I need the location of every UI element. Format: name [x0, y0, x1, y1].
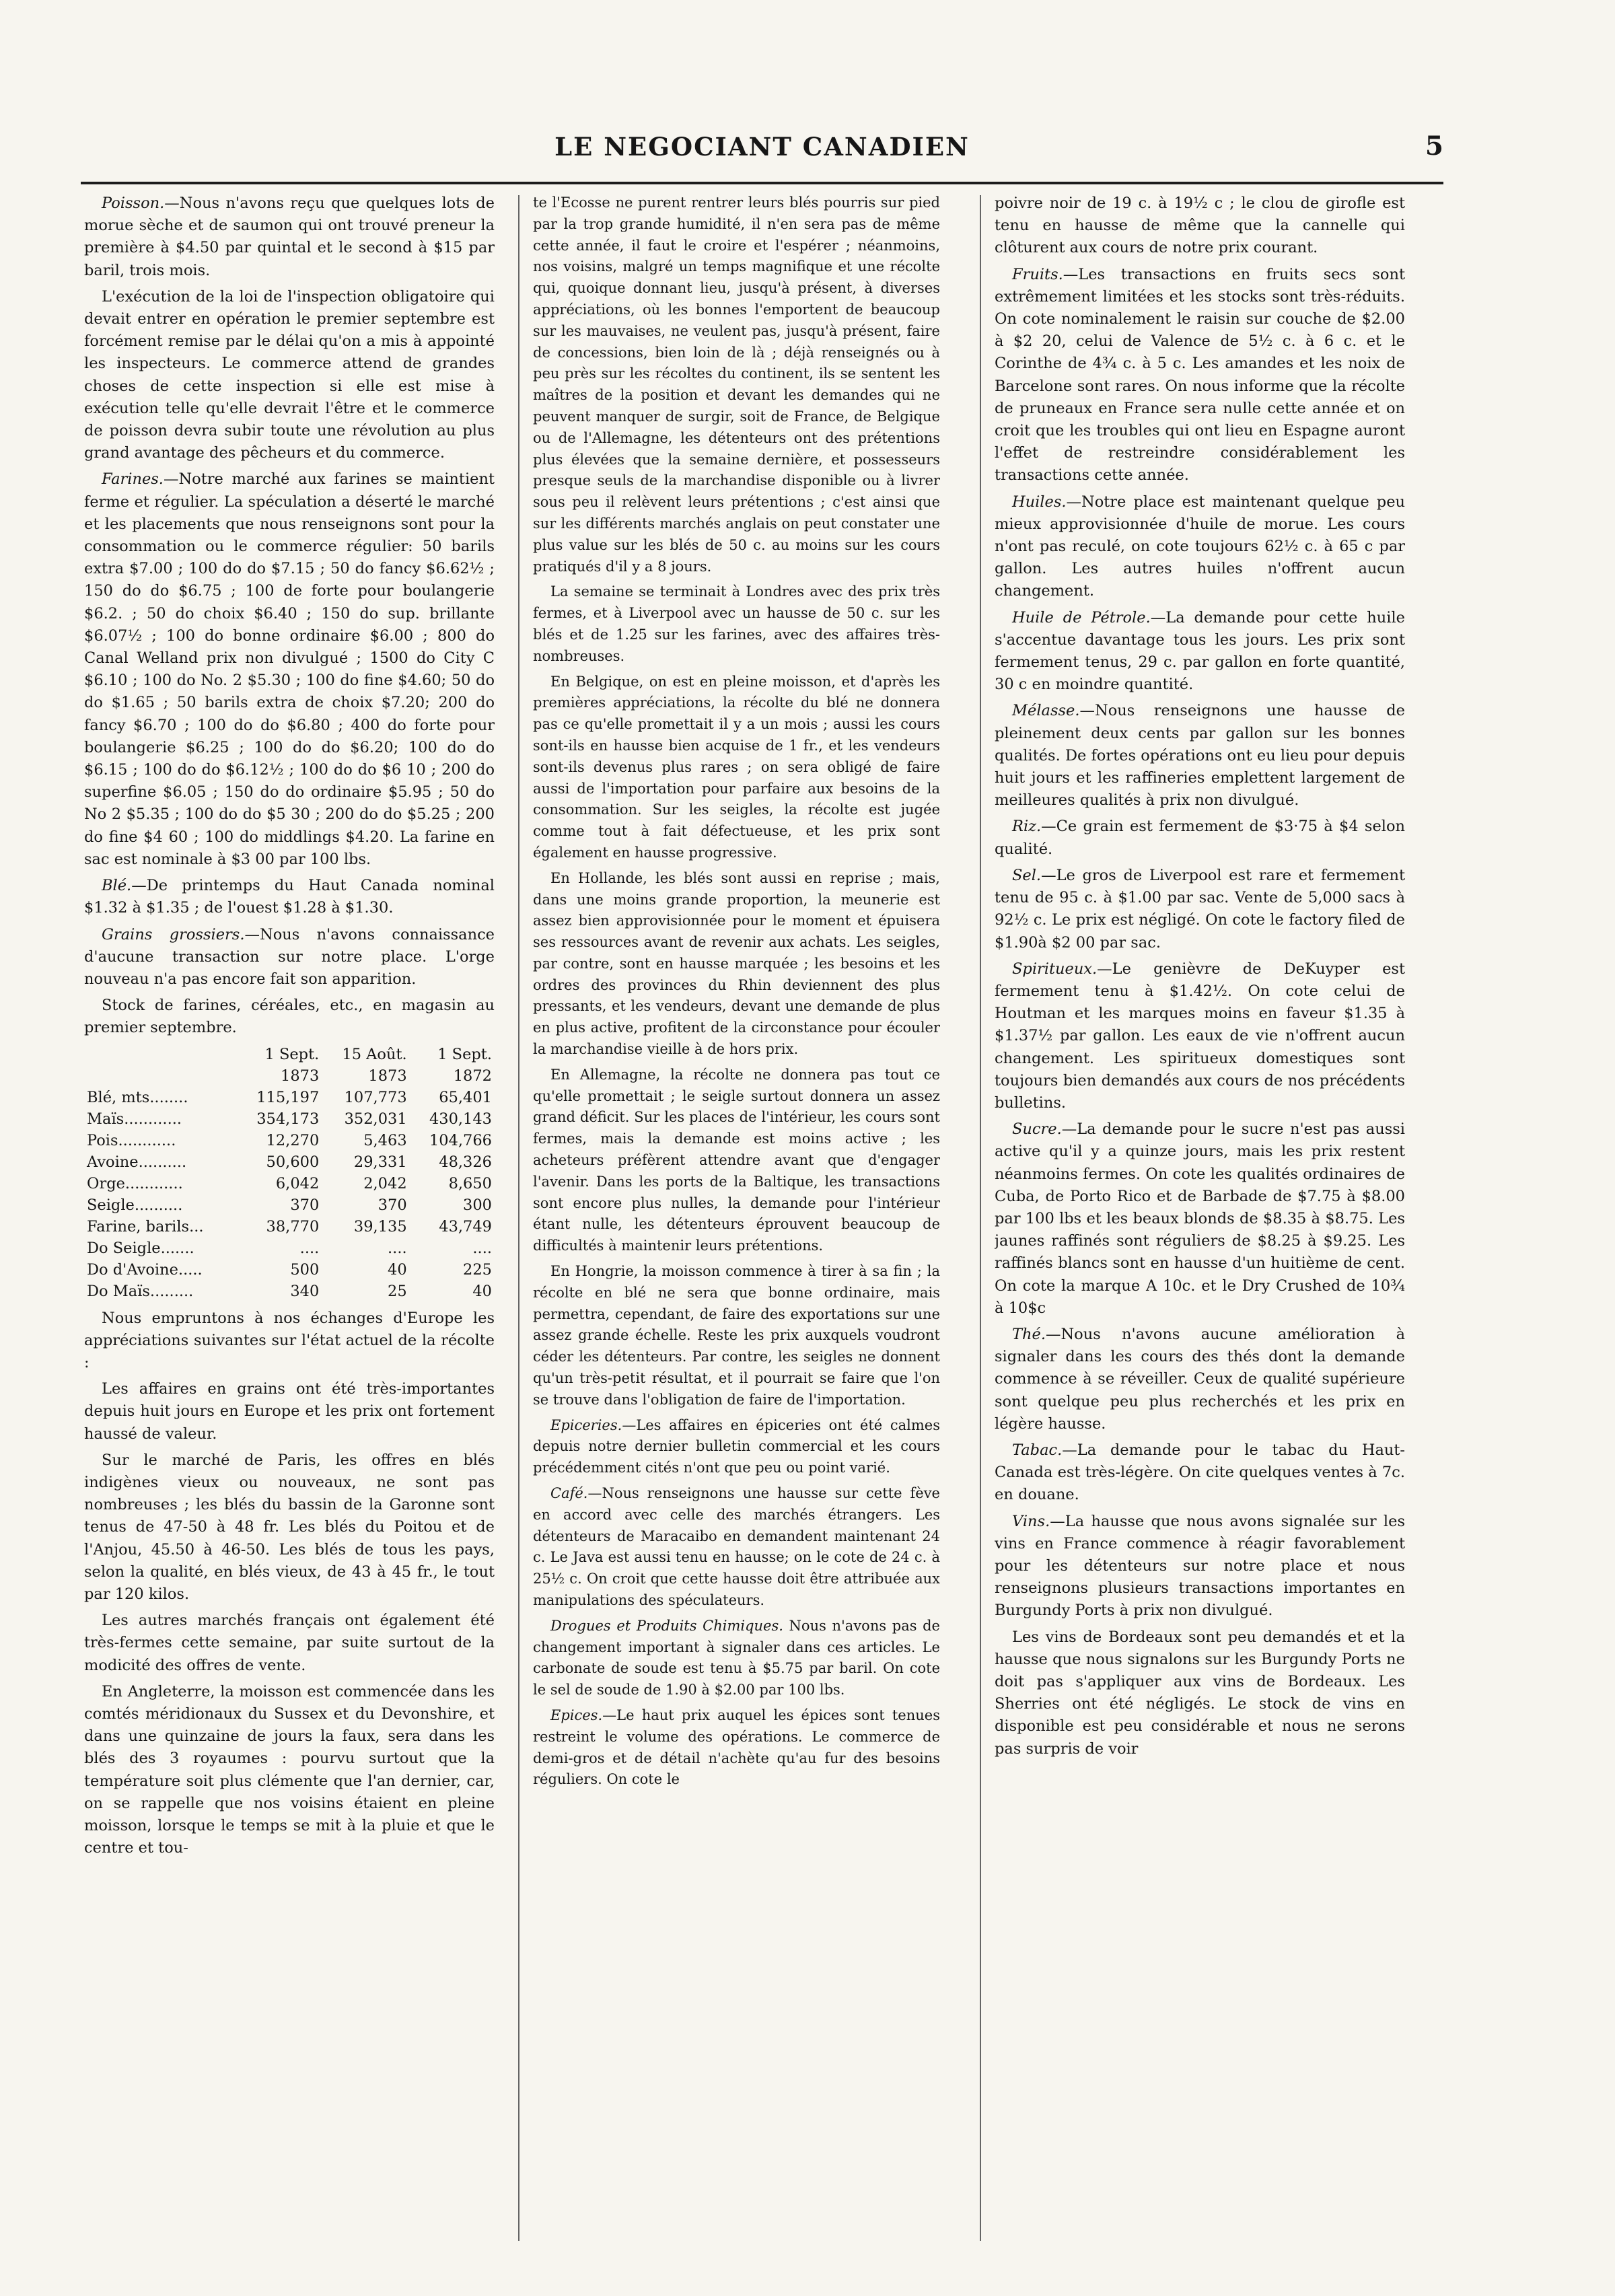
table-header-cell: 1 Sept.	[437, 1045, 492, 1063]
table-cell: 370	[378, 1196, 407, 1214]
section-body: —La demande pour le sucre n'est pas aussi active qu'il y a quinze jours, mais les prix restent néanmoins fermes. On cote les qualités ordinaires de Cuba, de Porto Rico et de Barbade de $7.75 à $8.00 par 100 lbs et les beaux blonds de $8.35 à $8.75. Les jaunes raffinés sont réguliers de $8.25 à $9.25. Les raffinés blancs sont en hausse d'un huitième de cent. On cote la marque A 10c. et le Dry Crushed de 10¾ à 10$c	[995, 1120, 1405, 1317]
column-divider	[518, 195, 519, 2241]
table-cell: ....	[299, 1239, 320, 1257]
table-cell: 115,197	[256, 1088, 320, 1106]
table-cell: 354,173	[256, 1110, 320, 1128]
section-body: —Nous n'avons aucune amélioration à signaler dans les cours des thés dont la demande commence à se réveiller. Ceux de qualité supérieure sont quelque peu plus recherchés et les prix en légère hausse.	[995, 1325, 1405, 1433]
section-body: —De printemps du Haut Canada nominal $1.32 à $1.35 ; de l'ouest $1.28 à $1.30.	[84, 877, 495, 917]
table-cell: 352,031	[344, 1110, 407, 1128]
paragraph: En Hollande, les blés sont aussi en reprise ; mais, dans une moins grande proportion, la meunerie est assez bien approvisionnée pour le moment et épuisera ses ressources avant de revenir aux achats. Les seigles, par contre, sont en hausse marquée ; les besoins et les ordres des provinces du Rhin deviennent des plus pressants, et les vendeurs, devant une demande de plus en plus active, profitent de la circonstance pour écouler la marchandise vieille à de hors prix.	[533, 869, 940, 1058]
paragraph: poivre noir de 19 c. à 19½ c ; le clou de girofle est tenu en hausse de même que la cannelle qui clôturent aux cours de notre prix courant.	[995, 194, 1405, 257]
table-row-label: Farine, barils...	[87, 1217, 204, 1235]
table-cell: 430,143	[429, 1110, 492, 1128]
page-header	[81, 127, 1443, 174]
table-cell: 40	[472, 1282, 492, 1300]
column-left	[84, 192, 495, 2252]
table-row	[84, 1130, 495, 1151]
article-fruits	[995, 264, 1405, 487]
table-row-label: Pois............	[87, 1131, 176, 1149]
paragraph: Les affaires en grains ont été très-importantes depuis huit jours en Europe et les prix ont fortement haussé de valeur.	[84, 1380, 495, 1443]
table-cell: 8,650	[448, 1174, 492, 1192]
section-lead: Poisson.	[102, 194, 165, 212]
article-spiritueux	[995, 958, 1405, 1114]
section-lead: Mélasse.	[1012, 702, 1080, 720]
table-cell: 39,135	[353, 1217, 407, 1235]
section-body: —Nous n'avons connaissance d'aucune transaction sur notre place. L'orge nouveau n'a pas encore fait son apparition.	[84, 925, 495, 988]
table-row	[84, 1108, 495, 1130]
table-cell: 50,600	[266, 1153, 320, 1171]
table-row-label: Do d'Avoine.....	[87, 1260, 203, 1279]
table-row-label: Do Seigle.......	[87, 1239, 194, 1257]
table-row	[84, 1281, 495, 1302]
stock-table	[84, 1044, 495, 1302]
article-epiceries	[533, 1415, 940, 1479]
table-row-label: Do Maïs.........	[87, 1282, 194, 1300]
article-poisson	[84, 192, 495, 282]
section-body: —La demande pour cette huile s'accentue davantage tous les jours. Les prix sont fermement tenus, 29 c. par gallon en forte quantité, 30 c en moindre quantité.	[995, 608, 1405, 694]
table-cell: 340	[290, 1282, 320, 1300]
section-lead: Drogues et Produits Chimiques.	[550, 1617, 783, 1634]
table-header-row	[84, 1044, 495, 1065]
header-rule	[81, 182, 1443, 184]
section-lead: Vins.	[1012, 1512, 1050, 1530]
article-tabac	[995, 1439, 1405, 1507]
column-middle	[533, 192, 940, 2252]
table-row-label: Avoine..........	[87, 1153, 187, 1171]
table-header-cell	[84, 1065, 237, 1087]
section-lead: Huile de Pétrole.	[1012, 608, 1151, 626]
section-lead: Huiles.	[1012, 493, 1067, 511]
table-cell: 65,401	[439, 1088, 492, 1106]
table-cell: 12,270	[266, 1131, 320, 1149]
paragraph: En Belgique, on est en pleine moisson, et d'après les premières appréciations, la récolte du blé ne donnera pas ce qu'elle promettait il y a un mois ; aussi les cours sont-ils en hausse bien acquise de 1 fr., et les vendeurs sont-ils devenus plus rares ; on sera obligé de faire aussi de l'importation pour parfaire aux besoins de la consommation. Sur les seigles, la récolte est jugée comme tout à fait défectueuse, et les prix sont également en hausse progressive.	[533, 673, 940, 861]
article-riz	[995, 816, 1405, 860]
table-row-label: Seigle..........	[87, 1196, 183, 1214]
paragraph: La semaine se terminait à Londres avec des prix très fermes, et à Liverpool avec un hausse de 50 c. sur les blés et de 1.25 sur les farines, avec des affaires très-nombreuses.	[533, 583, 940, 664]
table-header-cell: 1873	[368, 1067, 407, 1085]
paragraph: Stock de farines, céréales, etc., en magasin au premier septembre.	[84, 997, 495, 1037]
section-body: —Les transactions en fruits secs sont extrêmement limitées et les stocks sont très-réduits. On cote nominalement le raisin sur couche de $2.00 à $2 20, celui de Valence de 5½ c. à 6 c. et le Corinthe de 4¾ c. à 5 c. Les amandes et les noix de Barcelone sont rares. On nous informe que la récolte de pruneaux en France sera nulle cette année et on croit que les troubles qui ont lieu en Espagne auront l'effet de restreindre considérablement les transactions cette année.	[995, 265, 1405, 485]
table-cell: 300	[463, 1196, 492, 1214]
table-cell: 48,326	[439, 1153, 492, 1171]
section-body: —Nous renseignons une hausse sur cette fève en accord avec celle des marchés étrangers. Les détenteurs de Maracaibo en demandent maintenant 24 c. Le Java est aussi tenu en hausse; on le cote de 24 c. à 25½ c. On croit que cette hausse doit être attribuée aux manipulations des spéculateurs.	[533, 1485, 940, 1608]
section-lead: Grains grossiers.	[102, 925, 245, 943]
table-row	[84, 1259, 495, 1281]
section-lead: Sucre.	[1012, 1120, 1062, 1139]
table-row	[84, 1087, 495, 1108]
table-row-label: Orge............	[87, 1174, 183, 1192]
table-cell: 225	[463, 1260, 492, 1279]
section-lead: Spiritueux.	[1012, 960, 1098, 978]
table-cell: 29,331	[353, 1153, 407, 1171]
column-right	[995, 192, 1405, 2252]
table-cell: 25	[388, 1282, 407, 1300]
section-lead: Sel.	[1012, 866, 1042, 884]
table-row	[84, 1194, 495, 1216]
table-cell: 5,463	[363, 1131, 407, 1149]
section-body: —La hausse que nous avons signalée sur les vins en France commence à réagir favorablement pour les détenteurs sur notre place et nous renseignons plusieurs transactions importantes en Burgundy Ports à prix non divulgué.	[995, 1512, 1405, 1620]
section-body: Nous n'avons pas de changement important à signaler dans ces articles. Le carbonate de soude est tenu à $5.75 par baril. On cote le sel de soude de 1.90 à $2.00 par 100 lbs.	[533, 1617, 940, 1698]
table-cell: 107,773	[344, 1088, 407, 1106]
paragraph: Nous empruntons à nos échanges d'Europe les appréciations suivantes sur l'état actuel de la récolte :	[84, 1309, 495, 1371]
table-cell: 38,770	[266, 1217, 320, 1235]
section-lead: Fruits.	[1012, 265, 1063, 283]
table-cell: 370	[290, 1196, 320, 1214]
table-header-row	[84, 1065, 495, 1087]
section-lead: Farines.	[102, 470, 164, 489]
section-lead: Blé.	[102, 877, 132, 895]
section-body: —Nous n'avons reçu que quelques lots de morue sèche et de saumon qui ont trouvé preneur la première à $4.50 par quintal et le second à $15 par baril, trois mois.	[84, 194, 495, 279]
section-lead: Café.	[550, 1485, 588, 1502]
table-cell: 43,749	[439, 1217, 492, 1235]
table-cell: 104,766	[429, 1131, 492, 1149]
paragraph: En Hongrie, la moisson commence à tirer à sa fin ; la récolte en blé ne sera que bonne ordinaire, mais permettra, cependant, de faire des exportations sur une assez grande échelle. Reste les prix auxquels voudront céder les détenteurs. Par contre, les seigles ne donnent qu'un très-petit résultat, et il pourrait se faire que l'on se trouve dans l'obligation de faire de l'importation.	[533, 1263, 940, 1408]
section-body: —Notre place est maintenant quelque peu mieux approvisionnée d'huile de morue. Les cours n'ont pas reculé, on cote toujours 62½ c. à 65 c par gallon. Les autres huiles n'offrent aucun changement.	[995, 493, 1405, 600]
section-lead: Tabac.	[1012, 1441, 1063, 1459]
article-cafe	[533, 1483, 940, 1612]
table-cell: 6,042	[275, 1174, 320, 1192]
table-row	[84, 1151, 495, 1173]
table-cell: 500	[290, 1260, 320, 1279]
table-header-cell	[84, 1044, 237, 1065]
article-farines	[84, 468, 495, 871]
article-drogues	[533, 1616, 940, 1701]
section-body: —Les affaires en épiceries ont été calmes depuis notre dernier bulletin commercial et les cours précédemment cités n'ont que peu ou point varié.	[533, 1416, 940, 1476]
table-row-label: Blé, mts........	[87, 1088, 188, 1106]
table-header-cell: 1873	[281, 1067, 320, 1085]
page-number: 5	[1425, 131, 1443, 162]
table-header-cell: 1872	[453, 1067, 492, 1085]
running-title: LE NEGOCIANT CANADIEN	[554, 132, 970, 162]
paragraph: Sur le marché de Paris, les offres en blés indigènes vieux ou nouveaux, ne sont pas nombreuses ; les blés du bassin de la Garonne sont tenus de 47-50 à 48 fr. Les blés du Poitou et de l'Anjou, 45.50 à 46-50. Les blés de tous les pays, selon la qualité, en blés vieux, de 43 à 45 fr., le tout par 120 kilos.	[84, 1451, 495, 1603]
paragraph: L'exécution de la loi de l'inspection obligatoire qui devait entrer en opération le premier septembre est forcément remise par le délai qu'on a mis à appointé les inspecteurs. Le commerce attend de grandes choses de cette inspection si elle est mise à exécution telle qu'elle devrait l'être et le commerce de poisson devra subir toute une révolution au plus grand avantage des pêcheurs et du commerce.	[84, 287, 495, 462]
section-body: —Le genièvre de DeKuyper est fermement tenu à $1.42½. On cote celui de Houtman et les marques moins en faveur $1.35 à $1.37½ par gallon. Les eaux de vie n'offrent aucun changement. Les spiritueux domestiques sont toujours bien demandés aux cours de nos précédents bulletins.	[995, 960, 1405, 1112]
table-header-cell: 15 Août.	[342, 1045, 407, 1063]
table-cell: ....	[472, 1239, 492, 1257]
article-the	[995, 1324, 1405, 1435]
section-lead: Thé.	[1012, 1325, 1046, 1343]
section-body: —Nous renseignons une hausse de pleinement deux cents par gallon sur les bonnes qualités. De fortes opérations ont eu lieu pour depuis huit jours et les raffineries emplettent largement de meilleures qualités à prix non divulgué.	[995, 702, 1405, 810]
table-cell: ....	[388, 1239, 407, 1257]
paragraph: Les autres marchés français ont également été très-fermes cette semaine, par suite surtout de la modicité des offres de vente.	[84, 1612, 495, 1674]
section-lead: Epices.	[550, 1707, 603, 1723]
section-lead: Riz.	[1012, 818, 1042, 836]
article-huiles	[995, 491, 1405, 603]
section-lead: Epiceries.	[550, 1416, 622, 1433]
article-grains-grossiers	[84, 924, 495, 991]
paragraph: En Angleterre, la moisson est commencée dans les comtés méridionaux du Sussex et du Devonshire, et dans une quinzaine de jours la faux, sera dans les blés des 3 royaumes : pourvu surtout que la température soit plus clémente que l'an dernier, car, on se rappelle que nos voisins étaient en pleine moisson, lorsque le temps se mit à la pluie et que le centre et tou-	[84, 1682, 495, 1857]
column-divider	[980, 195, 981, 2241]
table-row	[84, 1216, 495, 1237]
article-vins	[995, 1511, 1405, 1622]
table-row	[84, 1173, 495, 1194]
section-body: —La demande pour le tabac du Haut-Canada est très-légère. On cite quelques ventes à 7c. en douane.	[995, 1441, 1405, 1504]
section-body: —Le haut prix auquel les épices sont tenues restreint le volume des opérations. Le commerce de demi-gros et de détail n'achète qu'au fur des besoins réguliers. On cote le	[533, 1707, 940, 1788]
table-row-label: Maïs............	[87, 1110, 182, 1128]
table-cell: 2,042	[363, 1174, 407, 1192]
paragraph: En Allemagne, la récolte ne donnera pas tout ce qu'elle promettait ; le seigle surtout donnera un assez grand déficit. Sur les places de l'intérieur, les cours sont fermes, mais la demande est moins active ; les acheteurs préfèrent attendre avant que d'engager l'avenir. Dans les ports de la Baltique, les transactions sont encore plus nulles, la demande pour l'intérieur étant nulle, les détenteurs éprouvent beaucoup de difficultés à maintenir leurs prétentions.	[533, 1066, 940, 1254]
article-ble	[84, 875, 495, 919]
section-body: —Notre marché aux farines se maintient ferme et régulier. La spéculation a déserté le marché et les placements que nous renseignons sont pour la consommation ou le commerce régulier: 50 barils extra $7.00 ; 100 do do $7.15 ; 50 do fancy $6.62½ ; 150 do do $6.75 ; 100 de forte pour boulangerie $6.2. ; 50 do choix $6.40 ; 150 do sup. brillante $6.07½ ; 100 do bonne ordinaire $6.00 ; 800 do Canal Welland prix non divulgué ; 1500 do City C $6.10 ; 100 do No. 2 $5.30 ; 100 do fine $4.60; 50 do do $1.65 ; 50 barils extra de choix $7.20; 200 do fancy $6.70 ; 100 do do $6.80 ; 400 do forte pour boulangerie $6.25 ; 100 do do $6.20; 100 do do $6.15 ; 100 do do $6.12½ ; 100 do do $6 10 ; 200 do superfine $6.05 ; 150 do do ordinaire $5.95 ; 50 do No 2 $5.35 ; 100 do do $5 30 ; 200 do do $5.25 ; 200 do fine $4 60 ; 100 do middlings $4.20. La farine en sac est nominale à $3 00 par 100 lbs.	[84, 470, 495, 868]
table-cell: 40	[388, 1260, 407, 1279]
article-sucre	[995, 1118, 1405, 1320]
article-sel	[995, 865, 1405, 954]
article-epices	[533, 1705, 940, 1791]
table-row	[84, 1237, 495, 1259]
table-header-cell: 1 Sept.	[264, 1045, 320, 1063]
article-huile-petrole	[995, 607, 1405, 696]
section-body: —Ce grain est fermement de $3·75 à $4 selon qualité.	[995, 818, 1405, 858]
section-body: —Le gros de Liverpool est rare et fermement tenu de 95 c. à $1.00 par sac. Vente de 5,000 sacs à 92½ c. Le prix est négligé. On cote le factory filed de $1.90à $2 00 par sac.	[995, 866, 1405, 952]
paragraph: te l'Ecosse ne purent rentrer leurs blés pourris sur pied par la trop grande humidité, il n'en sera pas de même cette année, il faut le croire et l'espérer ; néanmoins, nos voisins, malgré un temps magnifique et une récolte qui, quoique donnant lieu, jusqu'à présent, à diverses appréciations, où les bonnes l'emportent de beaucoup sur les mauvaises, ne veulent pas, jusqu'à présent, faire de concessions, bien loin de là ; déjà renseignés ou à peu près sur les récoltes du continent, ils se sentent les maîtres de la position et devant les demandes qui ne peuvent manquer de surgir, soit de France, de Belgique ou de l'Allemagne, les détenteurs ont des prétentions plus élevées que la semaine dernière, et possesseurs presque seuls de la marchandise disponible ou à livrer sous peu il relèvent leurs prétentions ; c'est ainsi que sur les différents marchés anglais on peut constater une plus value sur les blés de 50 c. au moins sur les cours pratiqués d'il y a 8 jours.	[533, 194, 940, 575]
article-melasse	[995, 700, 1405, 812]
paragraph: Les vins de Bordeaux sont peu demandés et et la hausse que nous signalons sur les Burgundy Ports ne doit pas s'appliquer aux vins de Bordeaux. Les Sherries ont été négligés. Le stock de vins en disponible est peu considérable et nous ne serons pas surpris de voir	[995, 1628, 1405, 1758]
